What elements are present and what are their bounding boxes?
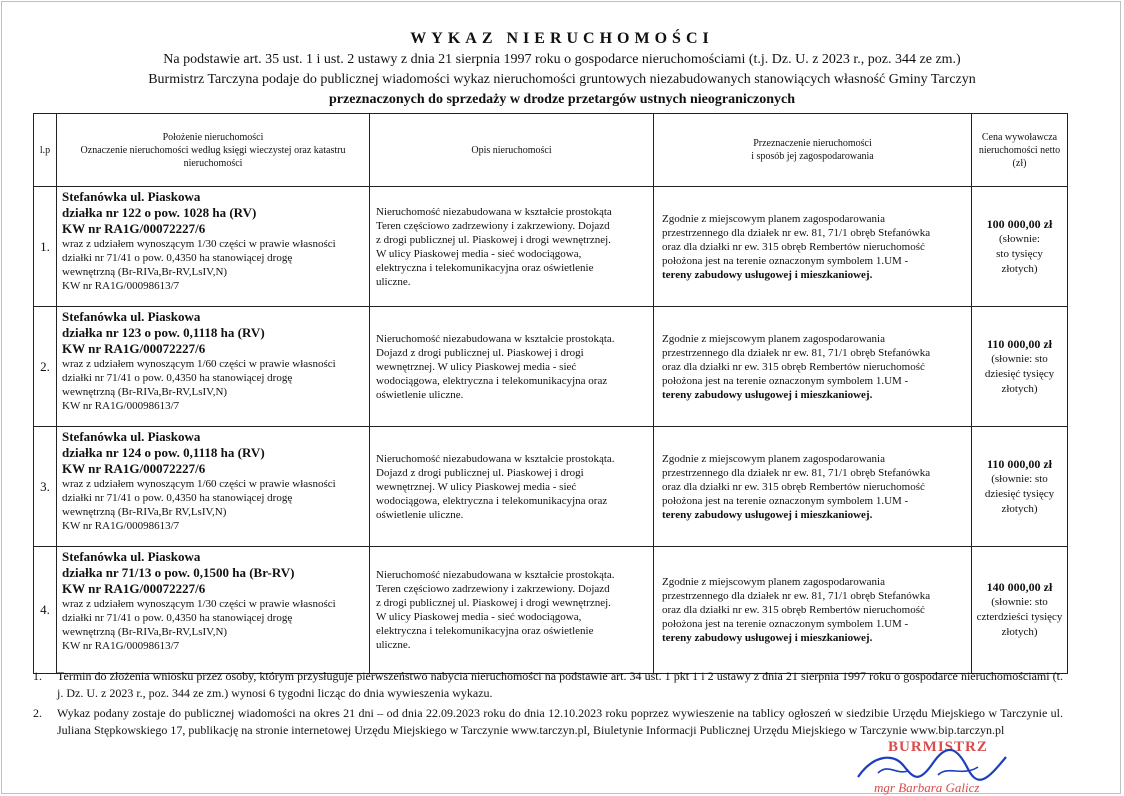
location-detail-line: wewnętrzną (Br-RIVa,Br-RV,LsIV,N) [62,386,228,398]
location-detail-line: działki nr 71/41 o pow. 0,4350 ha stanowiącej drogę [62,252,293,264]
location-detail-line: KW nr RA1G/00098613/7 [62,280,180,292]
description-line: Teren częściowo zadrzewiony i zakrzewiony. Dojazd [376,583,610,595]
location-title-line: Stefanówka ul. Piaskowa [62,429,201,444]
table-row [34,427,1068,547]
property-table [33,113,1068,674]
table-row [34,187,1068,307]
note-text: Termin do złożenia wniosku przez osoby, którym przysługuje pierwszeństwo nabycia nieruchomości na podstawie art. 34 ust. 1 pkt 1 i 2 ustawy z dnia 21 sierpnia 1997 roku o gospodarce nieruchomościami (t. j. Dz. U. z 2023 r., poz. 344 ze zm.) wynosi 6 tygodni licząc do dnia wywieszenia wykazu. [57,669,1063,700]
price-amount: 140 000,00 zł [986,580,1053,594]
header-price-line: Cena wywoławcza [981,131,1058,143]
cell-description [370,187,654,307]
cell-lp: 2. [34,307,57,427]
announcement-line: Burmistrz Tarczyna podaje do publicznej wiadomości wykaz nieruchomości gruntowych niezabudowanych stanowiących własność Gminy Tarczyn [148,72,976,87]
description-line: Teren częściowo zadrzewiony i zakrzewiony. Dojazd [376,219,610,232]
location-detail-line: KW nr RA1G/00098613/7 [62,400,180,412]
header-purpose-line: Przeznaczenie nieruchomości [753,138,872,149]
purpose-line: przestrzennego dla działek nr ew. 81, 71/1 obręb Stefanówka [662,346,931,359]
purpose-line: położona jest na terenie oznaczonym symbolem 1.UM - [662,618,909,630]
header-lp: l.p [34,114,57,187]
purpose-line: Zgodnie z miejscowym planem zagospodarowania [662,576,885,588]
price-words-line: (słownie: sto [991,472,1048,485]
price-amount: 110 000,00 zł [987,336,1052,351]
note-number: 2. [33,706,42,720]
location-title-line: działka nr 122 o pow. 1028 ha (RV) [62,205,257,220]
description-line: elektryczna i telekomunikacyjna oraz oświetlenie [376,625,594,637]
stamp-label: BURMISTRZ [888,739,988,755]
description-line: Nieruchomość niezabudowana w kształcie prostokąta. [376,569,615,581]
purpose-line: oraz dla działki nr ew. 315 obręb Rembertów nieruchomość [662,240,925,253]
purpose-line: położona jest na terenie oznaczonym symbolem 1.UM - [662,374,909,387]
cell-lp: 3. [34,427,57,547]
note-item [33,668,1063,702]
cell-location [57,427,370,547]
purpose-bold-line: tereny zabudowy usługowej i mieszkaniowej. [662,508,873,521]
location-detail-line: wraz z udziałem wynoszącym 1/30 części w prawie własności [62,598,336,610]
description-line: uliczne. [376,639,411,651]
table-row [34,547,1068,674]
signature-stamp [848,735,1018,795]
cell-price [972,547,1068,674]
price-amount: 110 000,00 zł [987,456,1052,471]
cell-purpose [654,307,972,427]
description-line: wewnętrznej. W ulicy Piaskowej media - sieć [376,360,577,373]
location-title-line: działka nr 123 o pow. 0,1118 ha (RV) [62,325,265,340]
location-title-line: Stefanówka ul. Piaskowa [62,189,201,204]
purpose-line: przestrzennego dla działek nr ew. 81, 71/1 obręb Stefanówka [662,226,931,239]
description-line: wodociągowa, elektryczna i telekomunikacyjna oraz [376,494,608,507]
price-words-line: dziesięć tysięcy [984,367,1055,380]
location-title-line: działka nr 124 o pow. 0,1118 ha (RV) [62,445,265,460]
location-detail-line: działki nr 71/41 o pow. 0,4350 ha stanowiącej drogę [62,492,293,504]
purpose-line: położona jest na terenie oznaczonym symbolem 1.UM - [662,494,909,507]
cell-description [370,307,654,427]
price-words-line: (słownie: [999,232,1040,245]
price-words-line: złotych) [1001,262,1038,275]
purpose-bold-line: tereny zabudowy usługowej i mieszkaniowej. [662,268,873,281]
price-words-line: czterdzieści tysięcy [976,611,1063,623]
purpose-bold-line: tereny zabudowy usługowej i mieszkaniowej. [662,388,873,401]
description-line: Nieruchomość niezabudowana w kształcie prostokąta [376,205,612,218]
header-price [972,114,1068,187]
purpose-line: oraz dla działki nr ew. 315 obręb Rembertów nieruchomość [662,480,925,493]
price-words-line: (słownie: sto [991,596,1048,608]
location-title-line: KW nr RA1G/00072227/6 [62,461,206,476]
location-detail-line: KW nr RA1G/00098613/7 [62,640,180,652]
location-detail-line: wewnętrzną (Br-RIVa,Br-RV,LsIV,N) [62,266,228,278]
cell-description [370,427,654,547]
location-title-line: KW nr RA1G/00072227/6 [62,221,206,236]
price-words-line: złotych) [1001,626,1038,638]
price-words-line: (słownie: sto [991,352,1048,365]
description-line: z drogi publicznej ul. Piaskowej i drogi wewnętrznej. [376,597,611,609]
description-line: z drogi publicznej ul. Piaskowej i drogi wewnętrznej. [376,233,611,246]
description-line: oświetlenie uliczne. [376,508,464,521]
purpose-line: przeznaczonych do sprzedaży w drodze przetargów ustnych nieograniczonych [329,92,795,107]
cell-price [972,187,1068,307]
document-title: WYKAZ NIERUCHOMOŚCI [410,30,714,47]
location-detail-line: działki nr 71/41 o pow. 0,4350 ha stanowiącej drogę [62,612,293,624]
header-location-line: nieruchomości [183,157,243,169]
purpose-bold-line: tereny zabudowy usługowej i mieszkaniowej. [662,632,873,644]
header-location [57,114,370,187]
cell-location [57,187,370,307]
stamp-name: mgr Barbara Galicz [874,780,980,795]
description-line: elektryczna i telekomunikacyjna oraz oświetlenie [376,261,594,274]
header-location-line: Położenie nieruchomości [162,131,264,143]
cell-purpose [654,187,972,307]
location-detail-line: wraz z udziałem wynoszącym 1/60 części w prawie własności [62,478,336,490]
description-line: oświetlenie uliczne. [376,388,464,401]
purpose-line: oraz dla działki nr ew. 315 obręb Rembertów nieruchomość [662,604,925,616]
purpose-line: przestrzennego dla działek nr ew. 81, 71/1 obręb Stefanówka [662,590,931,602]
price-words-line: dziesięć tysięcy [984,487,1055,500]
description-line: Nieruchomość niezabudowana w kształcie prostokąta. [376,452,615,465]
cell-lp: 1. [34,187,57,307]
purpose-line: oraz dla działki nr ew. 315 obręb Rembertów nieruchomość [662,360,925,373]
location-detail-line: działki nr 71/41 o pow. 0,4350 ha stanowiącej drogę [62,372,293,384]
cell-location [57,547,370,674]
note-text: Wykaz podany zostaje do publicznej wiadomości na okres 21 dni – od dnia 22.09.2023 roku do dnia 12.10.2023 roku poprzez wywieszenie na tablicy ogłoszeń w siedzibie Urzędu Miejskiego w Tarczynie ul. Juliana Stępkowskiego 17, publikację na stronie internetowej Urzędu Miejskiego w Tarczynie www.tarczyn.pl, Biuletynie Informacji Publicznej Urzędu Miejskiego w Tarczynie www.bip.tarczyn.pl [57,706,1063,737]
header-purpose [654,114,972,187]
description-line: Dojazd z drogi publicznej ul. Piaskowej i drogi [376,466,584,479]
notes-list [33,668,1063,742]
description-line: wewnętrznej. W ulicy Piaskowej media - sieć [376,480,577,493]
cell-lp: 4. [34,547,57,674]
header-location-line: Oznaczenie nieruchomości według księgi wieczystej oraz katastru [80,144,346,156]
cell-purpose [654,547,972,674]
price-words-line: złotych) [1001,502,1038,515]
description-line: wodociągowa, elektryczna i telekomunikacyjna oraz [376,374,608,387]
description-line: W ulicy Piaskowej media - sieć wodociągowa, [376,611,582,623]
purpose-line: Zgodnie z miejscowym planem zagospodarowania [662,452,885,465]
legal-basis-line: Na podstawie art. 35 ust. 1 i ust. 2 ustawy z dnia 21 sierpnia 1997 roku o gospodarce nieruchomościami (t.j. Dz. U. z 2023 r., poz. 344 ze zm.) [163,52,961,67]
description-line: Nieruchomość niezabudowana w kształcie prostokąta. [376,332,615,345]
cell-description [370,547,654,674]
description-line: W ulicy Piaskowej media - sieć wodociągowa, [376,247,582,260]
location-title-line: działka nr 71/13 o pow. 0,1500 ha (Br-RV) [62,565,295,580]
location-title-line: Stefanówka ul. Piaskowa [62,309,201,324]
location-title-line: KW nr RA1G/00072227/6 [62,581,206,596]
cell-purpose [654,427,972,547]
cell-price [972,307,1068,427]
location-detail-line: wraz z udziałem wynoszącym 1/30 części w prawie własności [62,238,336,250]
price-words-line: złotych) [1001,382,1038,395]
location-title-line: KW nr RA1G/00072227/6 [62,341,206,356]
location-detail-line: wraz z udziałem wynoszącym 1/60 części w prawie własności [62,358,336,370]
cell-location [57,307,370,427]
price-words-line: sto tysięcy [996,247,1043,260]
header-price-line: nieruchomości netto [978,144,1061,156]
purpose-line: Zgodnie z miejscowym planem zagospodarowania [662,212,885,225]
cell-price [972,427,1068,547]
header-purpose-line: i sposób jej zagospodarowania [751,151,874,162]
price-amount: 100 000,00 zł [986,216,1053,231]
location-title-line: Stefanówka ul. Piaskowa [62,549,201,564]
location-detail-line: wewnętrzną (Br-RIVa,Br RV,LsIV,N) [62,506,227,518]
table-row [34,307,1068,427]
description-line: Dojazd z drogi publicznej ul. Piaskowej i drogi [376,346,584,359]
header-description: Opis nieruchomości [370,114,654,187]
location-detail-line: KW nr RA1G/00098613/7 [62,520,180,532]
location-detail-line: wewnętrzną (Br-RIVa,Br-RV,LsIV,N) [62,626,228,638]
description-line: uliczne. [376,275,411,288]
purpose-line: położona jest na terenie oznaczonym symbolem 1.UM - [662,254,909,267]
table-header-row [34,114,1068,187]
note-number: 1. [33,669,42,683]
purpose-line: przestrzennego dla działek nr ew. 81, 71/1 obręb Stefanówka [662,466,931,479]
header-price-line: (zł) [1012,157,1027,169]
note-item [33,705,1063,739]
purpose-line: Zgodnie z miejscowym planem zagospodarowania [662,332,885,345]
